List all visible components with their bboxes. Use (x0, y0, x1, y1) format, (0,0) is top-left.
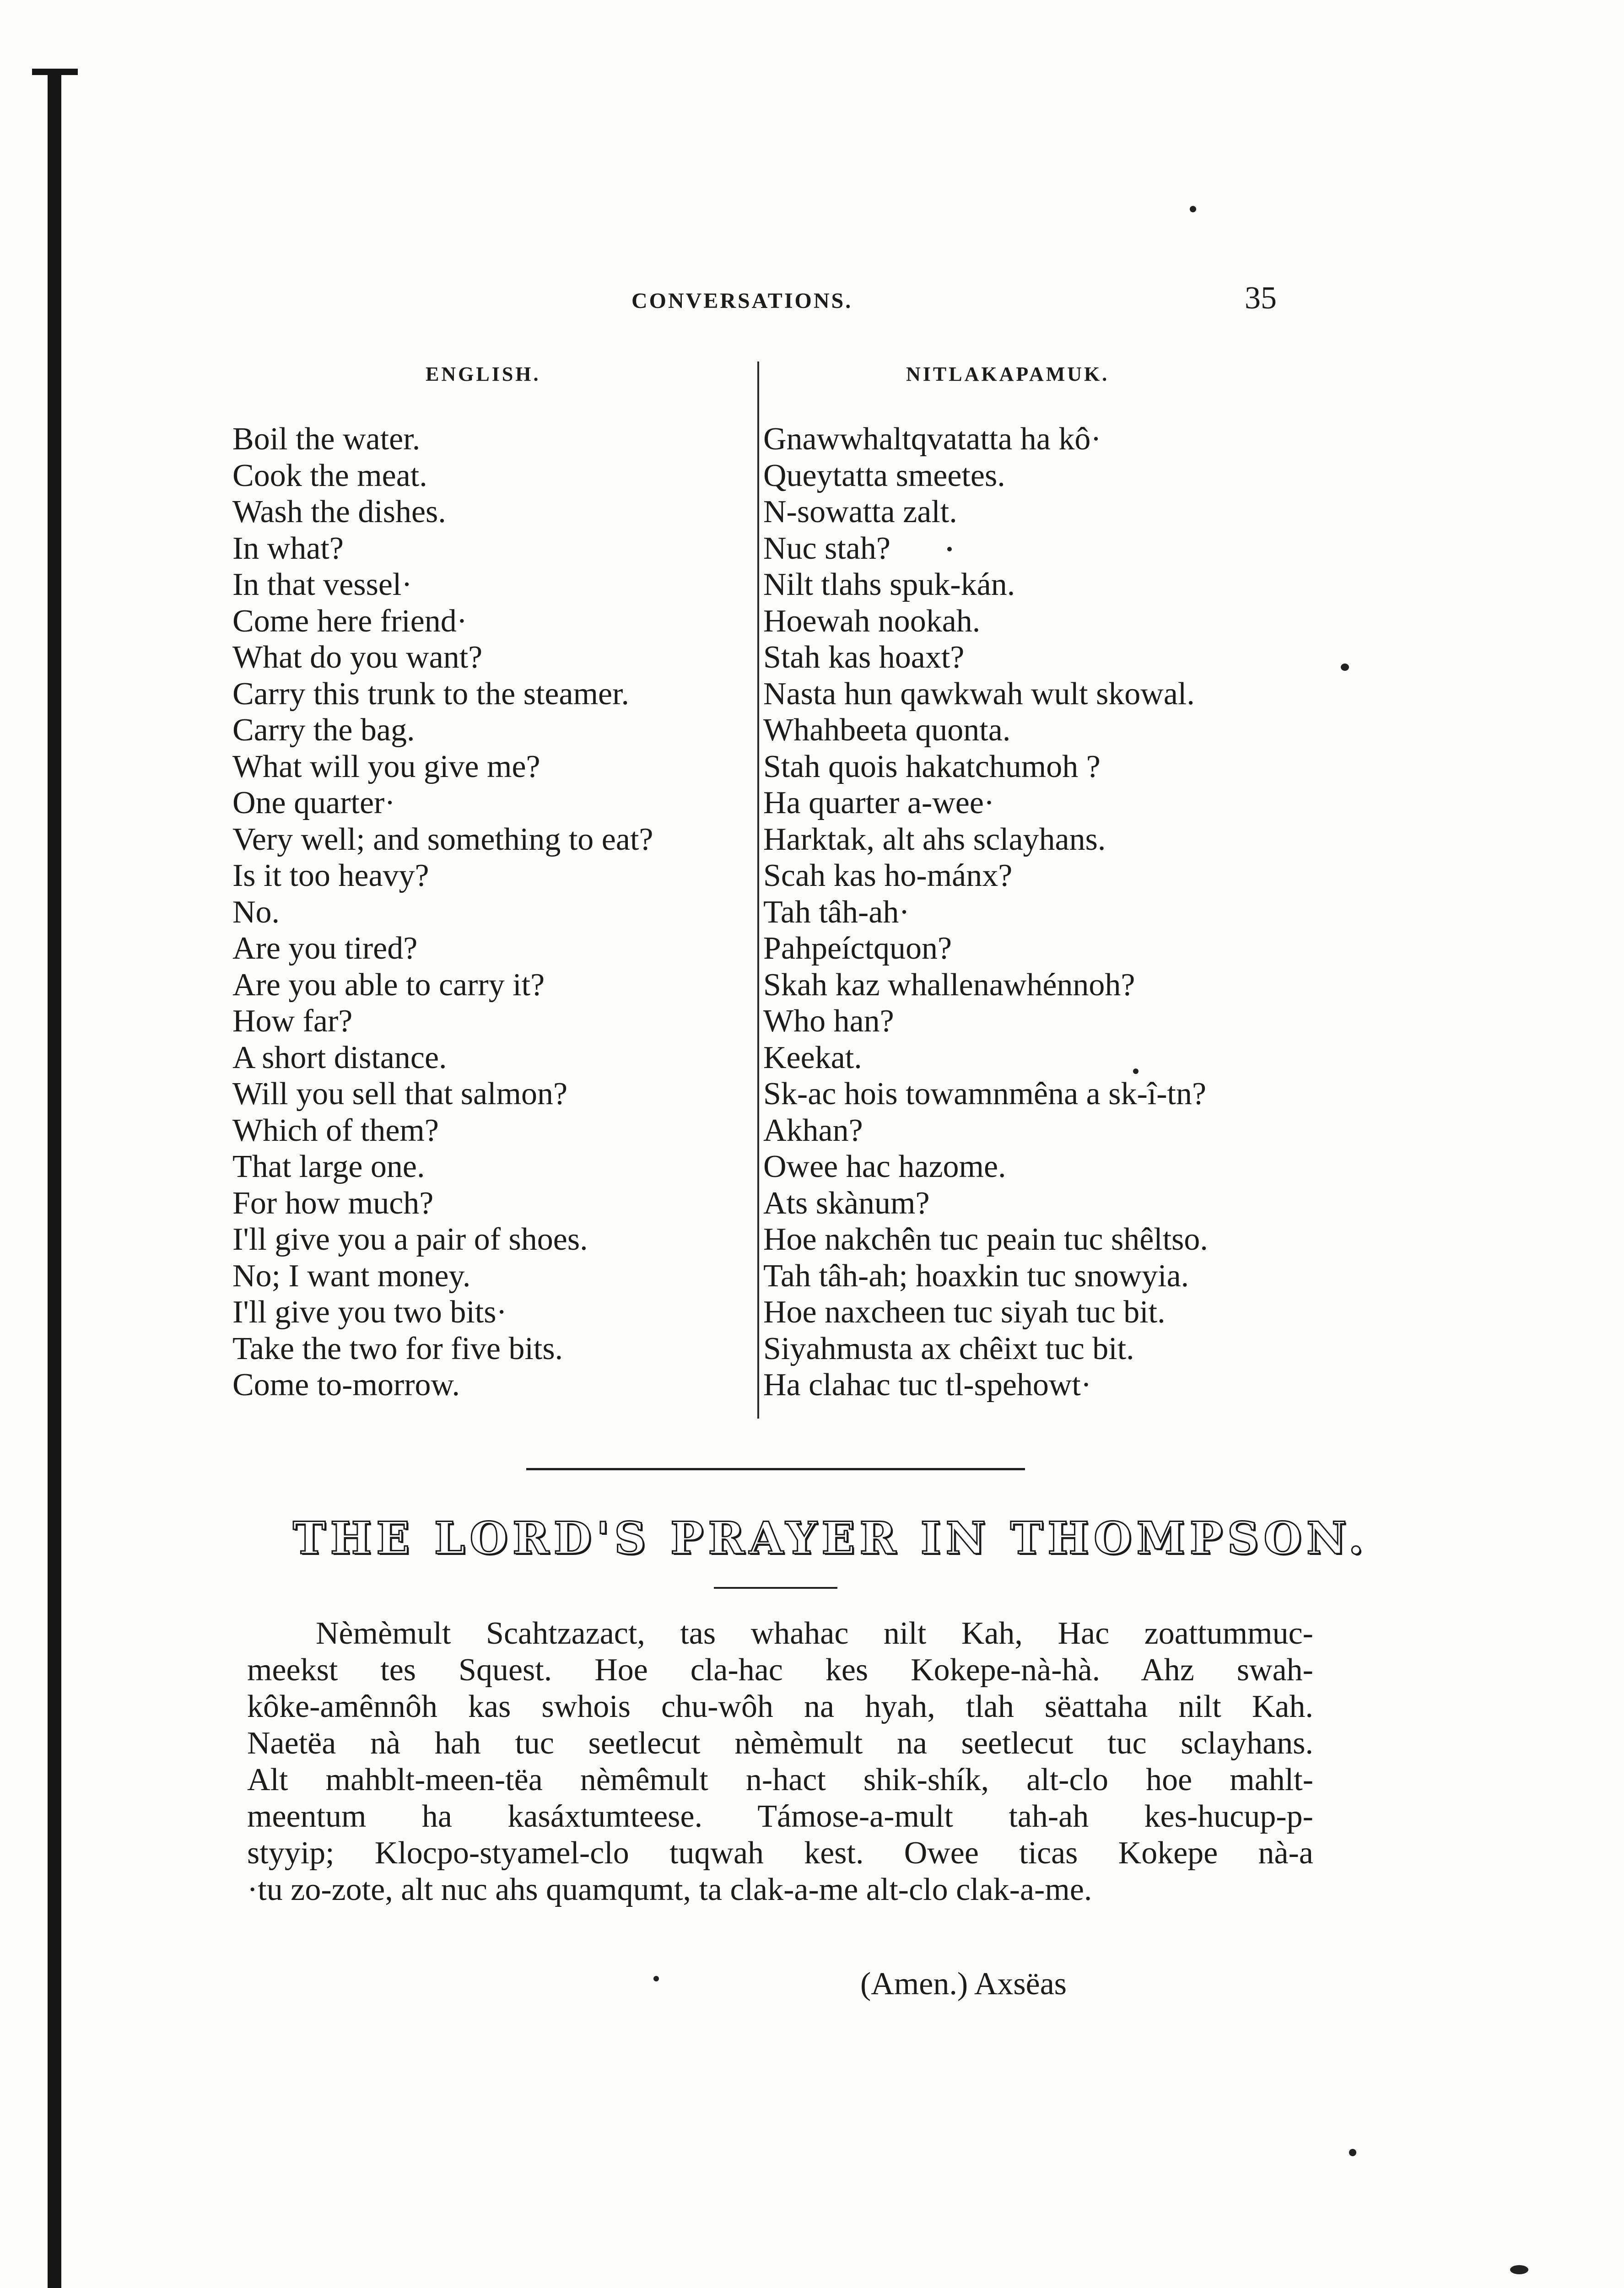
english-phrase: Come here friend· (232, 603, 468, 639)
english-phrase: Carry this trunk to the steamer. (232, 676, 630, 712)
prayer-text (247, 1615, 1313, 1908)
nitlakapamuk-column-heading: NITLAKAPAMUK. (906, 363, 1110, 385)
english-phrase: Wash the dishes. (232, 494, 446, 529)
english-phrase: What do you want? (232, 640, 483, 675)
nitlakapamuk-phrase: N-sowatta zalt. (763, 494, 957, 529)
prayer-line: styyip; Klocpo-styamel-clo tuqwah kest. Owee ticas Kokepe nà-a (247, 1835, 1313, 1871)
nitlakapamuk-phrase-list (763, 421, 1208, 1403)
prayer-line: kôke-amênnôh kas swhois chu-wôh na hyah, tlah sëattaha nilt Kah. (247, 1689, 1313, 1724)
nitlakapamuk-phrase: Stah quois hakatchumoh ? (763, 749, 1101, 784)
nitlakapamuk-phrase: Pahpeíctquon? (763, 931, 952, 966)
scan-speck (1341, 664, 1349, 671)
nitlakapamuk-phrase: Siyahmusta ax chêixt tuc bit. (763, 1331, 1134, 1366)
nitlakapamuk-phrase: Ha quarter a-wee· (763, 785, 995, 820)
english-phrase: How far? (232, 1004, 353, 1039)
nitlakapamuk-phrase: Nasta hun qawkwah wult skowal. (763, 676, 1195, 712)
prayer-line: Alt mahblt-meen-tëa nèmêmult n-hact shik-shík, alt-clo hoe mahlt- (247, 1762, 1313, 1797)
english-phrase: In that vessel· (232, 567, 412, 602)
english-phrase: Are you tired? (232, 931, 418, 966)
english-phrase: Very well; and something to eat? (232, 821, 653, 857)
nitlakapamuk-phrase: Queytatta smeetes. (763, 458, 1005, 493)
english-phrase: Cook the meat. (232, 458, 427, 493)
nitlakapamuk-phrase: Keekat. (763, 1040, 862, 1075)
prayer-line: meekst tes Squest. Hoe cla-hac kes Kokepe-nà-hà. Ahz swah- (247, 1652, 1313, 1688)
english-phrase: In what? (232, 530, 344, 566)
nitlakapamuk-phrase: Gnawwhaltqvatatta ha kô· (763, 421, 1101, 457)
nitlakapamuk-phrase: Scah kas ho-mánx? (763, 858, 1013, 893)
section-rule-bottom (714, 1587, 837, 1589)
nitlakapamuk-phrase: Tah tâh-ah; hoaxkin tuc snowyia. (763, 1258, 1189, 1294)
english-phrase: Boil the water. (232, 421, 421, 457)
nitlakapamuk-phrase: Hoewah nookah. (763, 603, 981, 639)
prayer-line: Naetëa nà hah tuc seetlecut nèmèmult na seetlecut tuc sclayhans. (247, 1726, 1313, 1761)
nitlakapamuk-phrase: Ats skànum? (763, 1185, 930, 1221)
english-phrase: What will you give me? (232, 749, 540, 784)
nitlakapamuk-phrase: Tah tâh-ah· (763, 894, 910, 930)
english-phrase: Come to-morrow. (232, 1367, 460, 1403)
column-divider (757, 362, 759, 1419)
english-phrase: Which of them? (232, 1112, 439, 1148)
page-number: 35 (1245, 281, 1277, 316)
scan-speck (947, 547, 952, 551)
prayer-line: meentum ha kasáxtumteese. Támose-a-mult tah-ah kes-hucup-p- (247, 1799, 1313, 1834)
nitlakapamuk-phrase: Harktak, alt ahs sclayhans. (763, 821, 1106, 857)
nitlakapamuk-phrase: Nilt tlahs spuk-kán. (763, 567, 1015, 602)
scan-speck (1510, 2265, 1528, 2274)
english-phrase: I'll give you two bits· (232, 1295, 507, 1330)
english-phrase: No; I want money. (232, 1258, 471, 1294)
nitlakapamuk-phrase: Akhan? (763, 1112, 863, 1148)
english-phrase-list (232, 421, 653, 1403)
english-phrase: Will you sell that salmon? (232, 1076, 568, 1112)
scan-speck (1190, 206, 1196, 212)
nitlakapamuk-phrase: Whahbeeta quonta. (763, 712, 1011, 748)
nitlakapamuk-phrase: Hoe naxcheen tuc siyah tuc bit. (763, 1295, 1165, 1330)
prayer-line: Nèmèmult Scahtzazact, tas whahac nilt Kah, Hac zoattummuc- (316, 1616, 1313, 1651)
nitlakapamuk-phrase: Ha clahac tuc tl-spehowt· (763, 1367, 1092, 1403)
prayer-signoff: (Amen.) Axsëas (860, 1966, 1067, 2002)
binding-edge-rule (48, 69, 61, 2288)
english-phrase: A short distance. (232, 1040, 447, 1075)
english-phrase: That large one. (232, 1149, 425, 1184)
english-phrase: One quarter· (232, 785, 395, 820)
scan-speck (1133, 1068, 1138, 1074)
prayer-line: ·tu zo-zote, alt nuc ahs quamqumt, ta clak-a-me alt-clo clak-a-me. (247, 1872, 1092, 1907)
scan-speck (1349, 2149, 1356, 2156)
english-phrase: Is it too heavy? (232, 858, 429, 893)
nitlakapamuk-phrase: Hoe nakchên tuc peain tuc shêltso. (763, 1222, 1208, 1257)
english-phrase: No. (232, 894, 280, 930)
nitlakapamuk-phrase: Nuc stah? (763, 530, 890, 566)
nitlakapamuk-phrase: Owee hac hazome. (763, 1149, 1006, 1184)
prayer-title: THE LORD'S PRAYER IN THOMPSON. (293, 1512, 1368, 1564)
english-phrase: For how much? (232, 1185, 434, 1221)
nitlakapamuk-phrase: Skah kaz whallenawhénnoh? (763, 967, 1135, 1003)
nitlakapamuk-phrase: Who han? (763, 1004, 894, 1039)
nitlakapamuk-phrase: Sk-ac hois towamnmêna a sk-î-tn? (763, 1076, 1207, 1112)
english-column-heading: ENGLISH. (426, 363, 541, 385)
english-phrase: Take the two for five bits. (232, 1331, 563, 1366)
english-phrase: I'll give you a pair of shoes. (232, 1222, 588, 1257)
running-head: CONVERSATIONS. (631, 289, 853, 313)
nitlakapamuk-phrase: Stah kas hoaxt? (763, 640, 965, 675)
section-rule-top (526, 1468, 1025, 1470)
scan-speck (653, 1976, 659, 1981)
english-phrase: Carry the bag. (232, 712, 415, 748)
english-phrase: Are you able to carry it? (232, 967, 545, 1003)
